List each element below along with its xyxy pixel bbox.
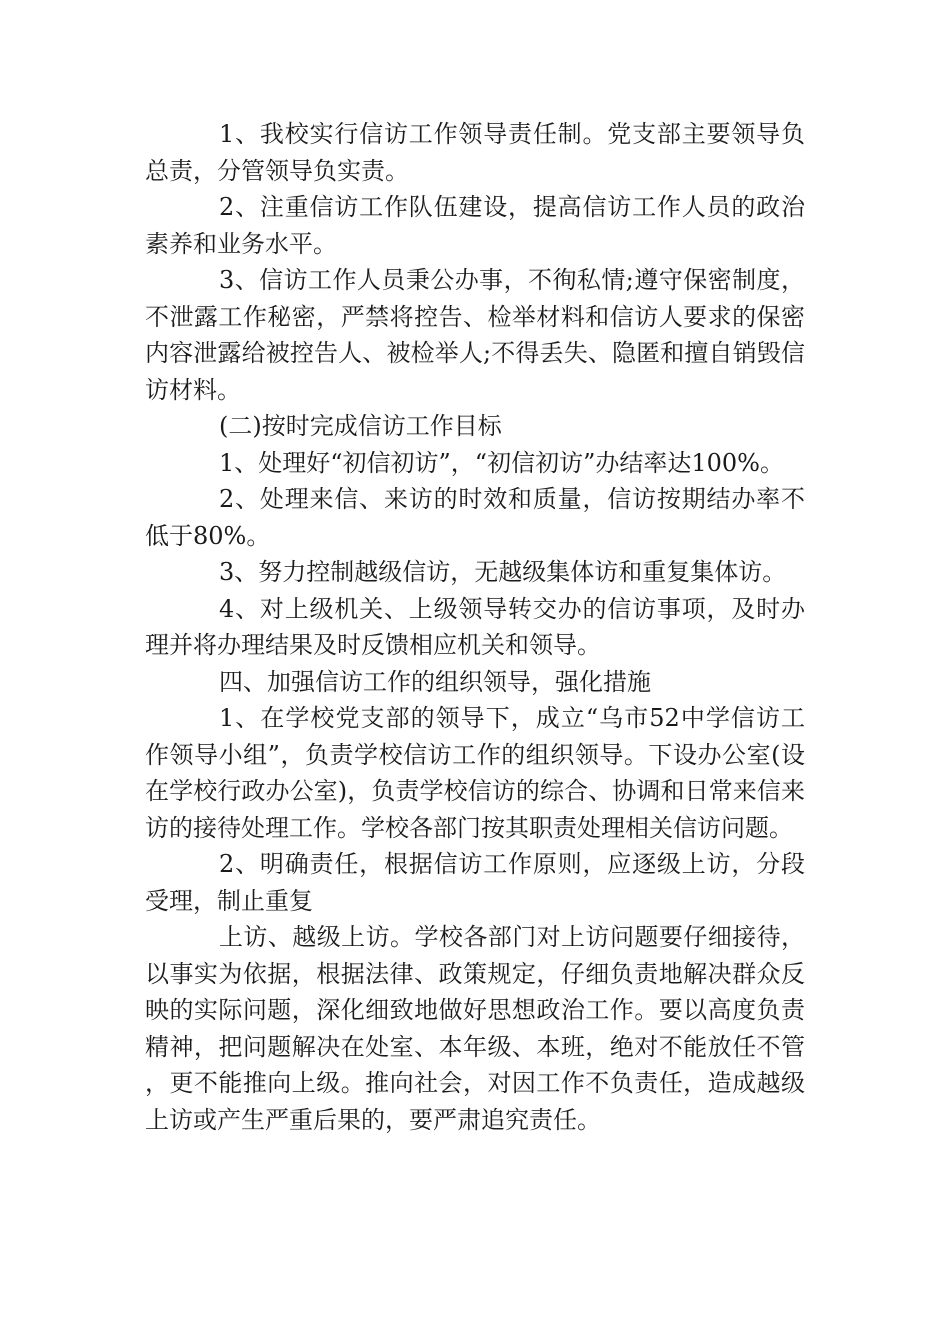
paragraph-leadership-responsibility: 1、我校实行信访工作领导责任制。党支部主要领导负总责，分管领导负实责。 — [145, 120, 805, 185]
paragraph-timeliness: 2、处理来信、来访的时效和质量，信访按期结办率不低于80%。 — [145, 485, 805, 550]
section-heading-goals: (二)按时完成信访工作目标 — [219, 412, 502, 440]
paragraph-control-escalation: 3、努力控制越级信访，无越级集体访和重复集体访。 — [219, 558, 787, 586]
section-heading-organization: 四、加强信访工作的组织领导，强化措施 — [219, 667, 651, 696]
paragraph-handling-visits: 上访、越级上访。学校各部门对上访问题要仔细接待，以事实为依据，根据法律、政策规定，仔细负责地解决群众反映的实际问题，深化细致地做好思想政治工作。要以高度负责精神，把问题解决在处室、本年级、本班，绝对不能放任不管，更不能推向上级。推向社会，对因工作不负责任，造成越级上访或产生严重后果的，要严肃追究责任。 — [145, 923, 805, 1134]
paragraph-clear-responsibility: 2、明确责任，根据信访工作原则，应逐级上访，分段受理，制止重复 — [145, 850, 805, 915]
document-body — [145, 116, 805, 1138]
paragraph-leading-group: 1、在学校党支部的领导下，成立“乌市52中学信访工作领导小组”，负责学校信访工作的组织领导。下设办公室(设在学校行政办公室)，负责学校信访的综合、协调和日常来信来访的接待处理工作。学校各部门按其职责处理相关信访问题。 — [145, 704, 805, 842]
paragraph-confidentiality: 3、信访工作人员秉公办事，不徇私情;遵守保密制度，不泄露工作秘密，严禁将控告、检举材料和信访人要求的保密内容泄露给被控告人、被检举人;不得丢失、隐匿和擅自销毁信访材料。 — [145, 266, 805, 404]
paragraph-team-building: 2、注重信访工作队伍建设，提高信访工作人员的政治素养和业务水平。 — [145, 193, 805, 258]
paragraph-superior-referrals: 4、对上级机关、上级领导转交办的信访事项，及时办理并将办理结果及时反馈相应机关和领导。 — [145, 594, 805, 659]
paragraph-first-visit-rate: 1、处理好“初信初访”，“初信初访”办结率达100%。 — [219, 448, 784, 477]
